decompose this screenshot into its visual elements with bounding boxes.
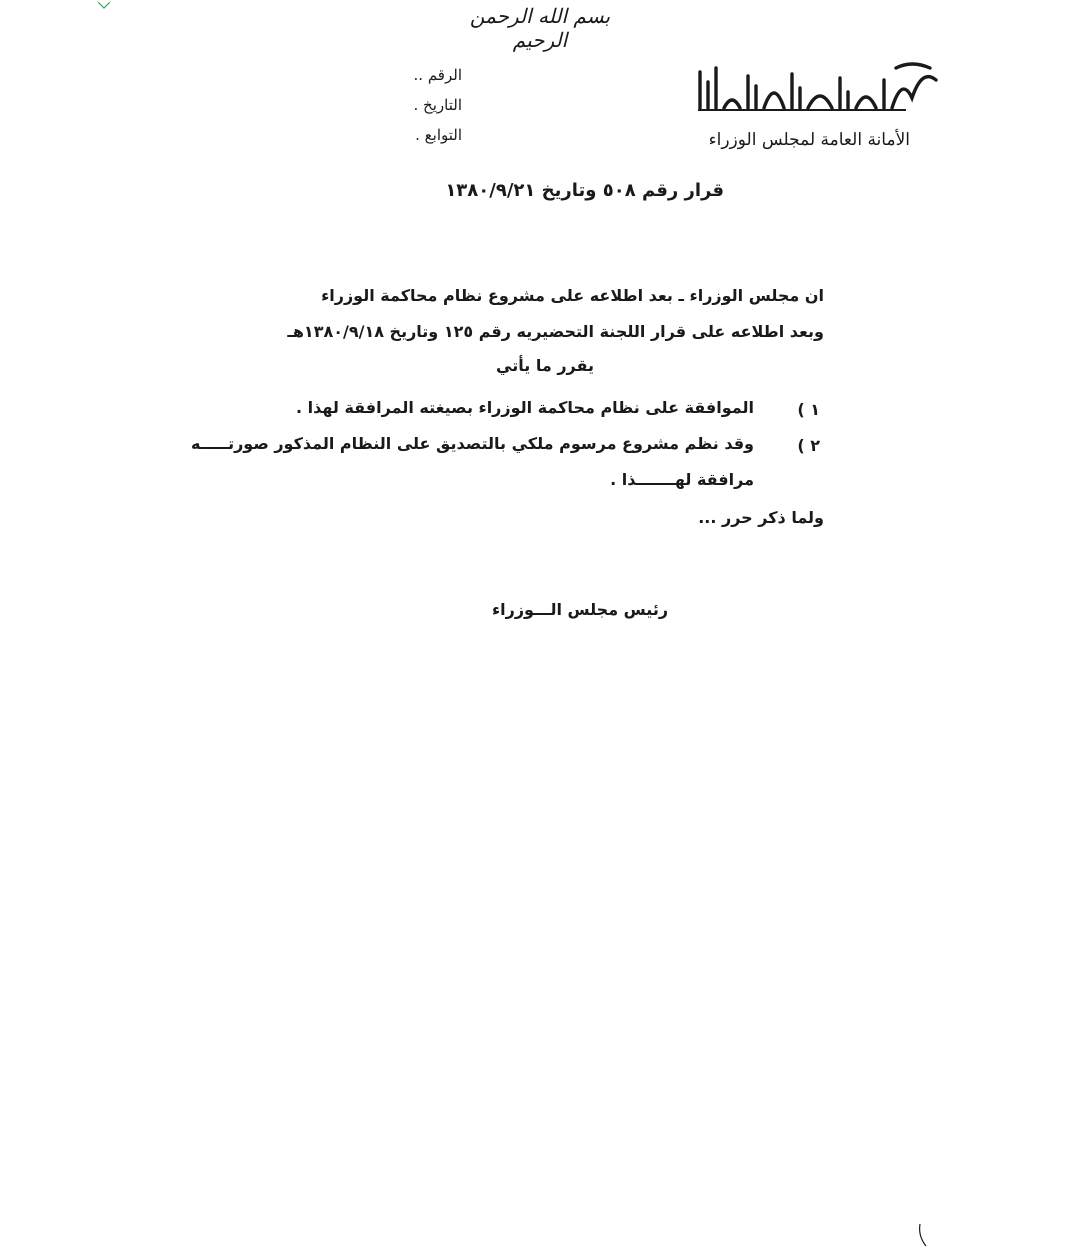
- margin-mark: [916, 1222, 930, 1247]
- kingdom-logo: [696, 58, 942, 114]
- basmala: بسم الله الرحمن الرحيم: [469, 4, 611, 52]
- item-1-number: ١ ): [797, 400, 820, 419]
- body-line-3: يقرر ما يأتي: [496, 356, 594, 375]
- item-2-text: وقد نظم مشروع مرسوم ملكي بالتصديق على النظام المذكور صورتـــــه: [191, 434, 754, 453]
- attachments-field: التوابع .: [415, 126, 462, 144]
- body-line-1: ان مجلس الوزراء ـ بعد اطلاعه على مشروع نظام محاكمة الوزراء: [321, 286, 824, 305]
- body-line-2: وبعد اطلاعه على قرار اللجنة التحضيريه رقم ١٢٥ وتاريخ ١٣٨٠/٩/١٨هـ: [287, 322, 824, 341]
- number-field: الرقم ..: [413, 66, 462, 84]
- signature: رئيس مجلس الـــوزراء: [491, 600, 669, 619]
- date-field: التاريخ .: [413, 96, 462, 114]
- item-2-continuation: مرافقة لهـــــــذا .: [610, 470, 754, 489]
- item-2-number: ٢ ): [797, 436, 820, 455]
- secretariat-label: الأمانة العامة لمجلس الوزراء: [708, 130, 910, 150]
- decision-title: قرار رقم ٥٠٨ وتاريخ ١٣٨٠/٩/٢١: [445, 180, 724, 201]
- item-1-text: الموافقة على نظام محاكمة الوزراء بصيغته المرافقة لهذا .: [295, 398, 754, 417]
- closing-line: ولما ذكر حرر ...: [698, 508, 824, 527]
- corner-tick-mark: [96, 0, 112, 10]
